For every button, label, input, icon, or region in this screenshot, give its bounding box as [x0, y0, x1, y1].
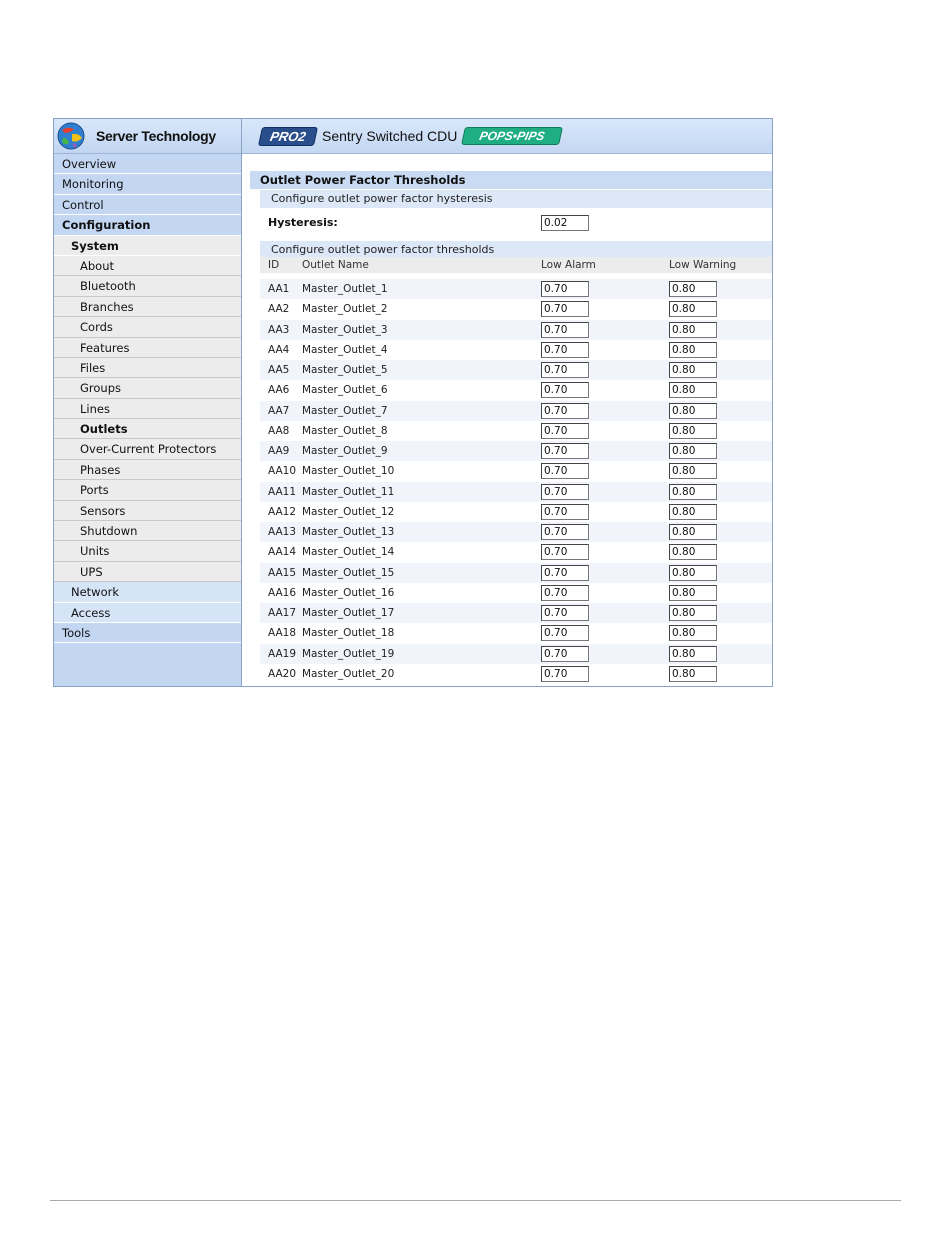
low-warning-input[interactable]: 0.80 [669, 504, 717, 520]
outlet-name: Master_Outlet_20 [302, 667, 395, 680]
low-alarm-input[interactable]: 0.70 [541, 281, 589, 297]
outlet-id: AA8 [268, 424, 290, 437]
table-row [260, 380, 772, 400]
outlet-id: AA13 [268, 526, 297, 538]
column-header-low-warning: Low Warning [669, 259, 737, 271]
outlet-id: AA3 [268, 323, 290, 336]
low-warning-input[interactable]: 0.80 [669, 666, 717, 682]
low-alarm-input[interactable]: 0.70 [541, 504, 589, 520]
low-alarm-input[interactable]: 0.70 [541, 423, 589, 439]
low-warning-input[interactable]: 0.80 [669, 322, 717, 338]
low-alarm-input[interactable]: 0.70 [541, 625, 589, 641]
low-warning-input[interactable]: 0.80 [669, 544, 717, 560]
thresholds-table-header [260, 257, 772, 273]
sidebar-item-shutdown[interactable]: Shutdown [54, 521, 241, 541]
outlet-name: Master_Outlet_10 [302, 465, 395, 478]
low-alarm-input[interactable]: 0.70 [541, 646, 589, 662]
low-warning-input[interactable]: 0.80 [669, 524, 717, 540]
pro2-logo: PRO2 [258, 127, 318, 146]
low-warning-input[interactable]: 0.80 [669, 362, 717, 378]
sidebar-item-files[interactable]: Files [54, 358, 241, 378]
low-alarm-input[interactable]: 0.70 [541, 605, 589, 621]
low-warning-input[interactable]: 0.80 [669, 403, 717, 419]
sidebar-item-access[interactable]: Access [54, 603, 241, 623]
low-alarm-input[interactable]: 0.70 [541, 443, 589, 459]
outlet-name: Master_Outlet_1 [302, 283, 388, 295]
outlet-name: Master_Outlet_14 [302, 546, 395, 559]
outlet-name: Master_Outlet_13 [302, 526, 395, 538]
sidebar-item-features[interactable]: Features [54, 338, 241, 358]
sidebar-item-about[interactable]: About [54, 256, 241, 276]
low-alarm-input[interactable]: 0.70 [541, 342, 589, 358]
outlet-id: AA4 [268, 343, 290, 356]
table-row [260, 563, 772, 583]
sidebar-item-control[interactable]: Control [54, 195, 241, 215]
sidebar-item-bluetooth[interactable]: Bluetooth [54, 276, 241, 296]
outlet-name: Master_Outlet_3 [302, 323, 388, 336]
sidebar-item-system[interactable]: System [54, 236, 241, 256]
table-row [260, 583, 772, 603]
outlet-id: AA2 [268, 303, 290, 316]
low-warning-input[interactable]: 0.80 [669, 565, 717, 581]
hysteresis-label: Hysteresis: [268, 216, 338, 229]
outlet-name: Master_Outlet_9 [302, 445, 388, 457]
low-alarm-input[interactable]: 0.70 [541, 585, 589, 601]
outlet-name: Master_Outlet_6 [302, 384, 388, 397]
column-header-id: ID [268, 259, 280, 271]
low-warning-input[interactable]: 0.80 [669, 342, 717, 358]
cdu-web-interface [53, 118, 773, 687]
sidebar-item-groups[interactable]: Groups [54, 378, 241, 398]
product-title: Sentry Switched CDU [322, 128, 458, 144]
sidebar-nav [54, 154, 241, 643]
outlet-id: AA6 [268, 384, 290, 397]
outlet-name: Master_Outlet_19 [302, 647, 395, 660]
sidebar-item-tools[interactable]: Tools [54, 623, 241, 643]
outlet-id: AA5 [268, 364, 290, 376]
outlet-name: Master_Outlet_5 [302, 364, 388, 376]
sidebar-item-overview[interactable]: Overview [54, 154, 241, 174]
low-alarm-input[interactable]: 0.70 [541, 382, 589, 398]
low-alarm-input[interactable]: 0.70 [541, 666, 589, 682]
outlet-name: Master_Outlet_17 [302, 607, 395, 619]
table-row [260, 441, 772, 461]
table-row [260, 299, 772, 319]
brand-name: Server Technology [96, 128, 216, 144]
outlet-id: AA9 [268, 445, 290, 457]
low-alarm-input[interactable]: 0.70 [541, 322, 589, 338]
table-row [260, 623, 772, 643]
outlet-name: Master_Outlet_11 [302, 485, 395, 498]
outlet-id: AA15 [268, 566, 297, 579]
table-row [260, 644, 772, 664]
low-warning-input[interactable]: 0.80 [669, 463, 717, 479]
low-warning-input[interactable]: 0.80 [669, 423, 717, 439]
outlet-name: Master_Outlet_7 [302, 404, 388, 417]
low-alarm-input[interactable]: 0.70 [541, 524, 589, 540]
product-header [242, 119, 772, 154]
outlet-name: Master_Outlet_16 [302, 586, 395, 599]
outlet-id: AA20 [268, 667, 297, 680]
low-warning-input[interactable]: 0.80 [669, 443, 717, 459]
sidebar-item-monitoring[interactable]: Monitoring [54, 174, 241, 194]
table-row [260, 401, 772, 421]
low-warning-input[interactable]: 0.80 [669, 484, 717, 500]
table-row [260, 320, 772, 340]
sidebar-item-network[interactable]: Network [54, 582, 241, 602]
outlet-name: Master_Outlet_8 [302, 424, 388, 437]
brand-header [54, 119, 241, 154]
sidebar-item-over-current-protectors[interactable]: Over-Current Protectors [54, 439, 241, 459]
thresholds-section-bar: Configure outlet power factor thresholds [260, 241, 772, 259]
low-alarm-input[interactable]: 0.70 [541, 484, 589, 500]
outlet-id: AA10 [268, 465, 297, 478]
table-row [260, 502, 772, 522]
table-row [260, 461, 772, 481]
sidebar [54, 119, 242, 686]
pops-pips-logo: POPS•PIPS [461, 127, 563, 145]
hysteresis-input[interactable]: 0.02 [541, 215, 589, 231]
outlet-name: Master_Outlet_2 [302, 303, 388, 316]
low-alarm-input[interactable]: 0.70 [541, 463, 589, 479]
outlet-id: AA12 [268, 505, 297, 518]
low-warning-input[interactable]: 0.80 [669, 625, 717, 641]
main-content [242, 119, 772, 686]
outlet-id: AA16 [268, 586, 297, 599]
outlet-id: AA7 [268, 404, 290, 417]
sidebar-item-phases[interactable]: Phases [54, 460, 241, 480]
outlet-name: Master_Outlet_15 [302, 566, 395, 579]
table-row [260, 279, 772, 299]
sidebar-item-ups[interactable]: UPS [54, 562, 241, 582]
low-warning-input[interactable]: 0.80 [669, 382, 717, 398]
table-row [260, 603, 772, 623]
outlet-id: AA18 [268, 627, 297, 640]
low-alarm-input[interactable]: 0.70 [541, 301, 589, 317]
low-alarm-input[interactable]: 0.70 [541, 362, 589, 378]
low-alarm-input[interactable]: 0.70 [541, 403, 589, 419]
sidebar-item-lines[interactable]: Lines [54, 399, 241, 419]
outlet-id: AA11 [268, 485, 297, 498]
outlet-id: AA14 [268, 546, 297, 559]
outlet-name: Master_Outlet_4 [302, 343, 388, 356]
outlet-id: AA17 [268, 607, 297, 619]
sidebar-item-cords[interactable]: Cords [54, 317, 241, 337]
sidebar-item-configuration[interactable]: Configuration [54, 215, 241, 235]
low-warning-input[interactable]: 0.80 [669, 646, 717, 662]
low-alarm-input[interactable]: 0.70 [541, 565, 589, 581]
table-row [260, 522, 772, 542]
sidebar-item-outlets[interactable]: Outlets [54, 419, 241, 439]
table-row [260, 664, 772, 684]
table-row [260, 482, 772, 502]
hysteresis-section-bar: Configure outlet power factor hysteresis [260, 190, 772, 208]
outlet-name: Master_Outlet_12 [302, 505, 395, 518]
low-warning-input[interactable]: 0.80 [669, 281, 717, 297]
table-row [260, 360, 772, 380]
outlet-name: Master_Outlet_18 [302, 627, 395, 640]
sidebar-item-branches[interactable]: Branches [54, 297, 241, 317]
table-row [260, 542, 772, 562]
table-row [260, 340, 772, 360]
outlet-id: AA1 [268, 283, 290, 295]
table-row [260, 421, 772, 441]
column-header-low-alarm: Low Alarm [541, 259, 596, 271]
low-warning-input[interactable]: 0.80 [669, 605, 717, 621]
outlet-id: AA19 [268, 647, 297, 660]
low-warning-input[interactable]: 0.80 [669, 301, 717, 317]
low-alarm-input[interactable]: 0.70 [541, 544, 589, 560]
sidebar-item-sensors[interactable]: Sensors [54, 501, 241, 521]
sidebar-item-units[interactable]: Units [54, 541, 241, 561]
low-warning-input[interactable]: 0.80 [669, 585, 717, 601]
page-footer-rule [50, 1200, 901, 1201]
sidebar-item-ports[interactable]: Ports [54, 480, 241, 500]
section-title: Outlet Power Factor Thresholds [250, 171, 772, 189]
globe-logo-icon [56, 121, 86, 151]
column-header-outlet-name: Outlet Name [302, 259, 369, 271]
